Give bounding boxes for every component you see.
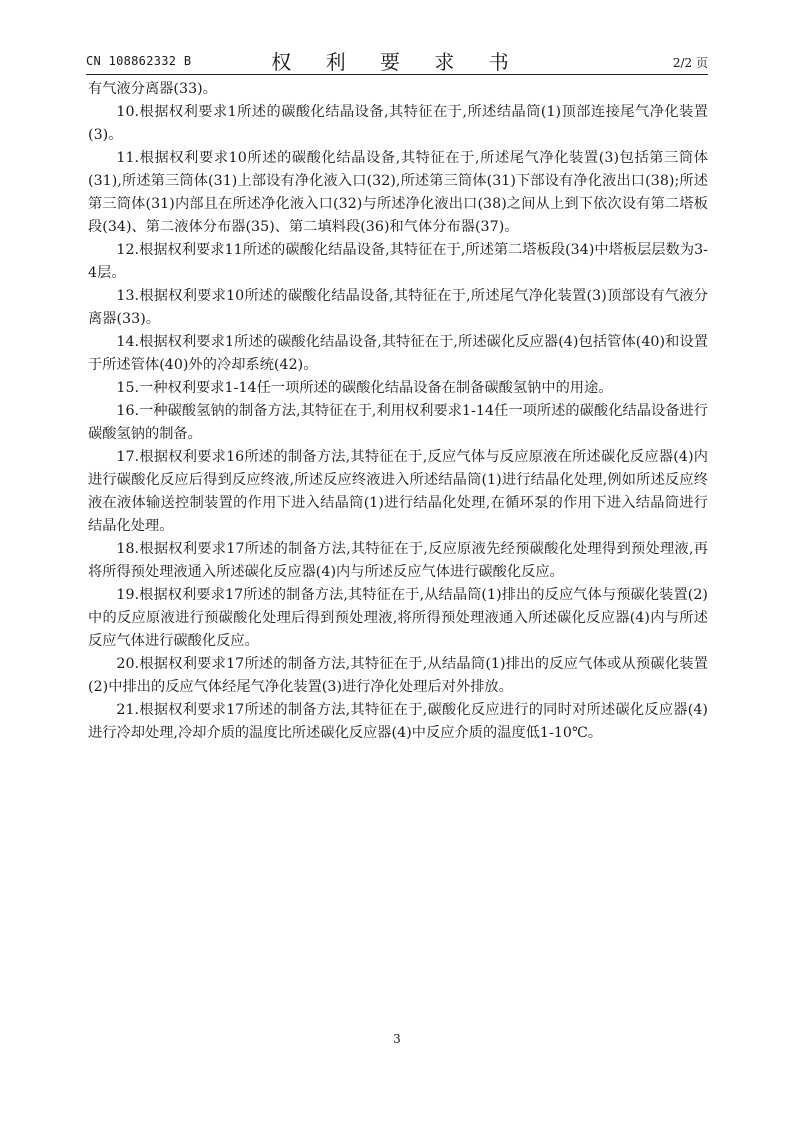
claim-18: 18.根据权利要求17所述的制备方法,其特征在于,反应原液先经预碳酸化处理得到预处理液,再将所得预处理液通入所述碳化反应器(4)内与所述反应气体进行碳酸化反应。 [88, 541, 708, 580]
claims-body [88, 78, 708, 745]
claim-17: 17.根据权利要求16所述的制备方法,其特征在于,反应气体与反应原液在所述碳化反应器(4)内进行碳酸化反应后得到反应终液,所述反应终液进入所述结晶筒(1)进行结晶化处理,例如所述反应终液在液体输送控制装置的作用下进入结晶筒(1)进行结晶化处理,在循环泵的作用下进入结晶筒进行结晶化处理。 [88, 449, 708, 534]
claim-10: 10.根据权利要求1所述的碳酸化结晶设备,其特征在于,所述结晶筒(1)顶部连接尾气净化装置(3)。 [88, 104, 708, 143]
publication-number: CN 108862332 B [86, 54, 192, 68]
page-info: 2/2 页 [672, 56, 708, 70]
claim-12: 12.根据权利要求11所述的碳酸化结晶设备,其特征在于,所述第二塔板段(34)中塔板层层数为3-4层。 [88, 242, 708, 281]
page-header [86, 40, 708, 74]
claim-paragraph-continuation: 有气液分离器(33)。 [88, 81, 217, 97]
claim-16: 16.一种碳酸氢钠的制备方法,其特征在于,利用权利要求1-14任一项所述的碳酸化结晶设备进行碳酸氢钠的制备。 [88, 403, 708, 442]
claim-20: 20.根据权利要求17所述的制备方法,其特征在于,从结晶筒(1)排出的反应气体或从预碳化装置(2)中排出的反应气体经尾气净化装置(3)进行净化处理后对外排放。 [88, 656, 708, 695]
claim-14: 14.根据权利要求1所述的碳酸化结晶设备,其特征在于,所述碳化反应器(4)包括管体(40)和设置于所述管体(40)外的冷却系统(42)。 [88, 334, 708, 373]
claim-11: 11.根据权利要求10所述的碳酸化结晶设备,其特征在于,所述尾气净化装置(3)包括第三筒体(31),所述第三筒体(31)上部设有净化液入口(32),所述第三筒体(31)下部设有净化液出口(38);所述第三筒体(31)内部且在所述净化液入口(32)与所述净化液出口(38)之间从上到下依次设有第二塔板段(34)、第二液体分布器(35)、第二填料段(36)和气体分布器(37)。 [88, 150, 708, 235]
header-divider [86, 74, 708, 75]
document-title: 权 利 要 求 书 [271, 50, 523, 74]
claim-13: 13.根据权利要求10所述的碳酸化结晶设备,其特征在于,所述尾气净化装置(3)顶部设有气液分离器(33)。 [88, 288, 708, 327]
claim-21: 21.根据权利要求17所述的制备方法,其特征在于,碳酸化反应进行的同时对所述碳化反应器(4)进行冷却处理,冷却介质的温度比所述碳化反应器(4)中反应介质的温度低1-10℃。 [88, 702, 708, 741]
claim-15: 15.一种权利要求1-14任一项所述的碳酸化结晶设备在制备碳酸氢钠中的用途。 [116, 380, 613, 396]
page-number: 3 [393, 1032, 401, 1046]
claim-19: 19.根据权利要求17所述的制备方法,其特征在于,从结晶筒(1)排出的反应气体与预碳化装置(2)中的反应原液进行预碳酸化处理后得到预处理液,将所得预处理液通入所述碳化反应器(4)内与所述反应气体进行碳酸化反应。 [88, 587, 708, 649]
